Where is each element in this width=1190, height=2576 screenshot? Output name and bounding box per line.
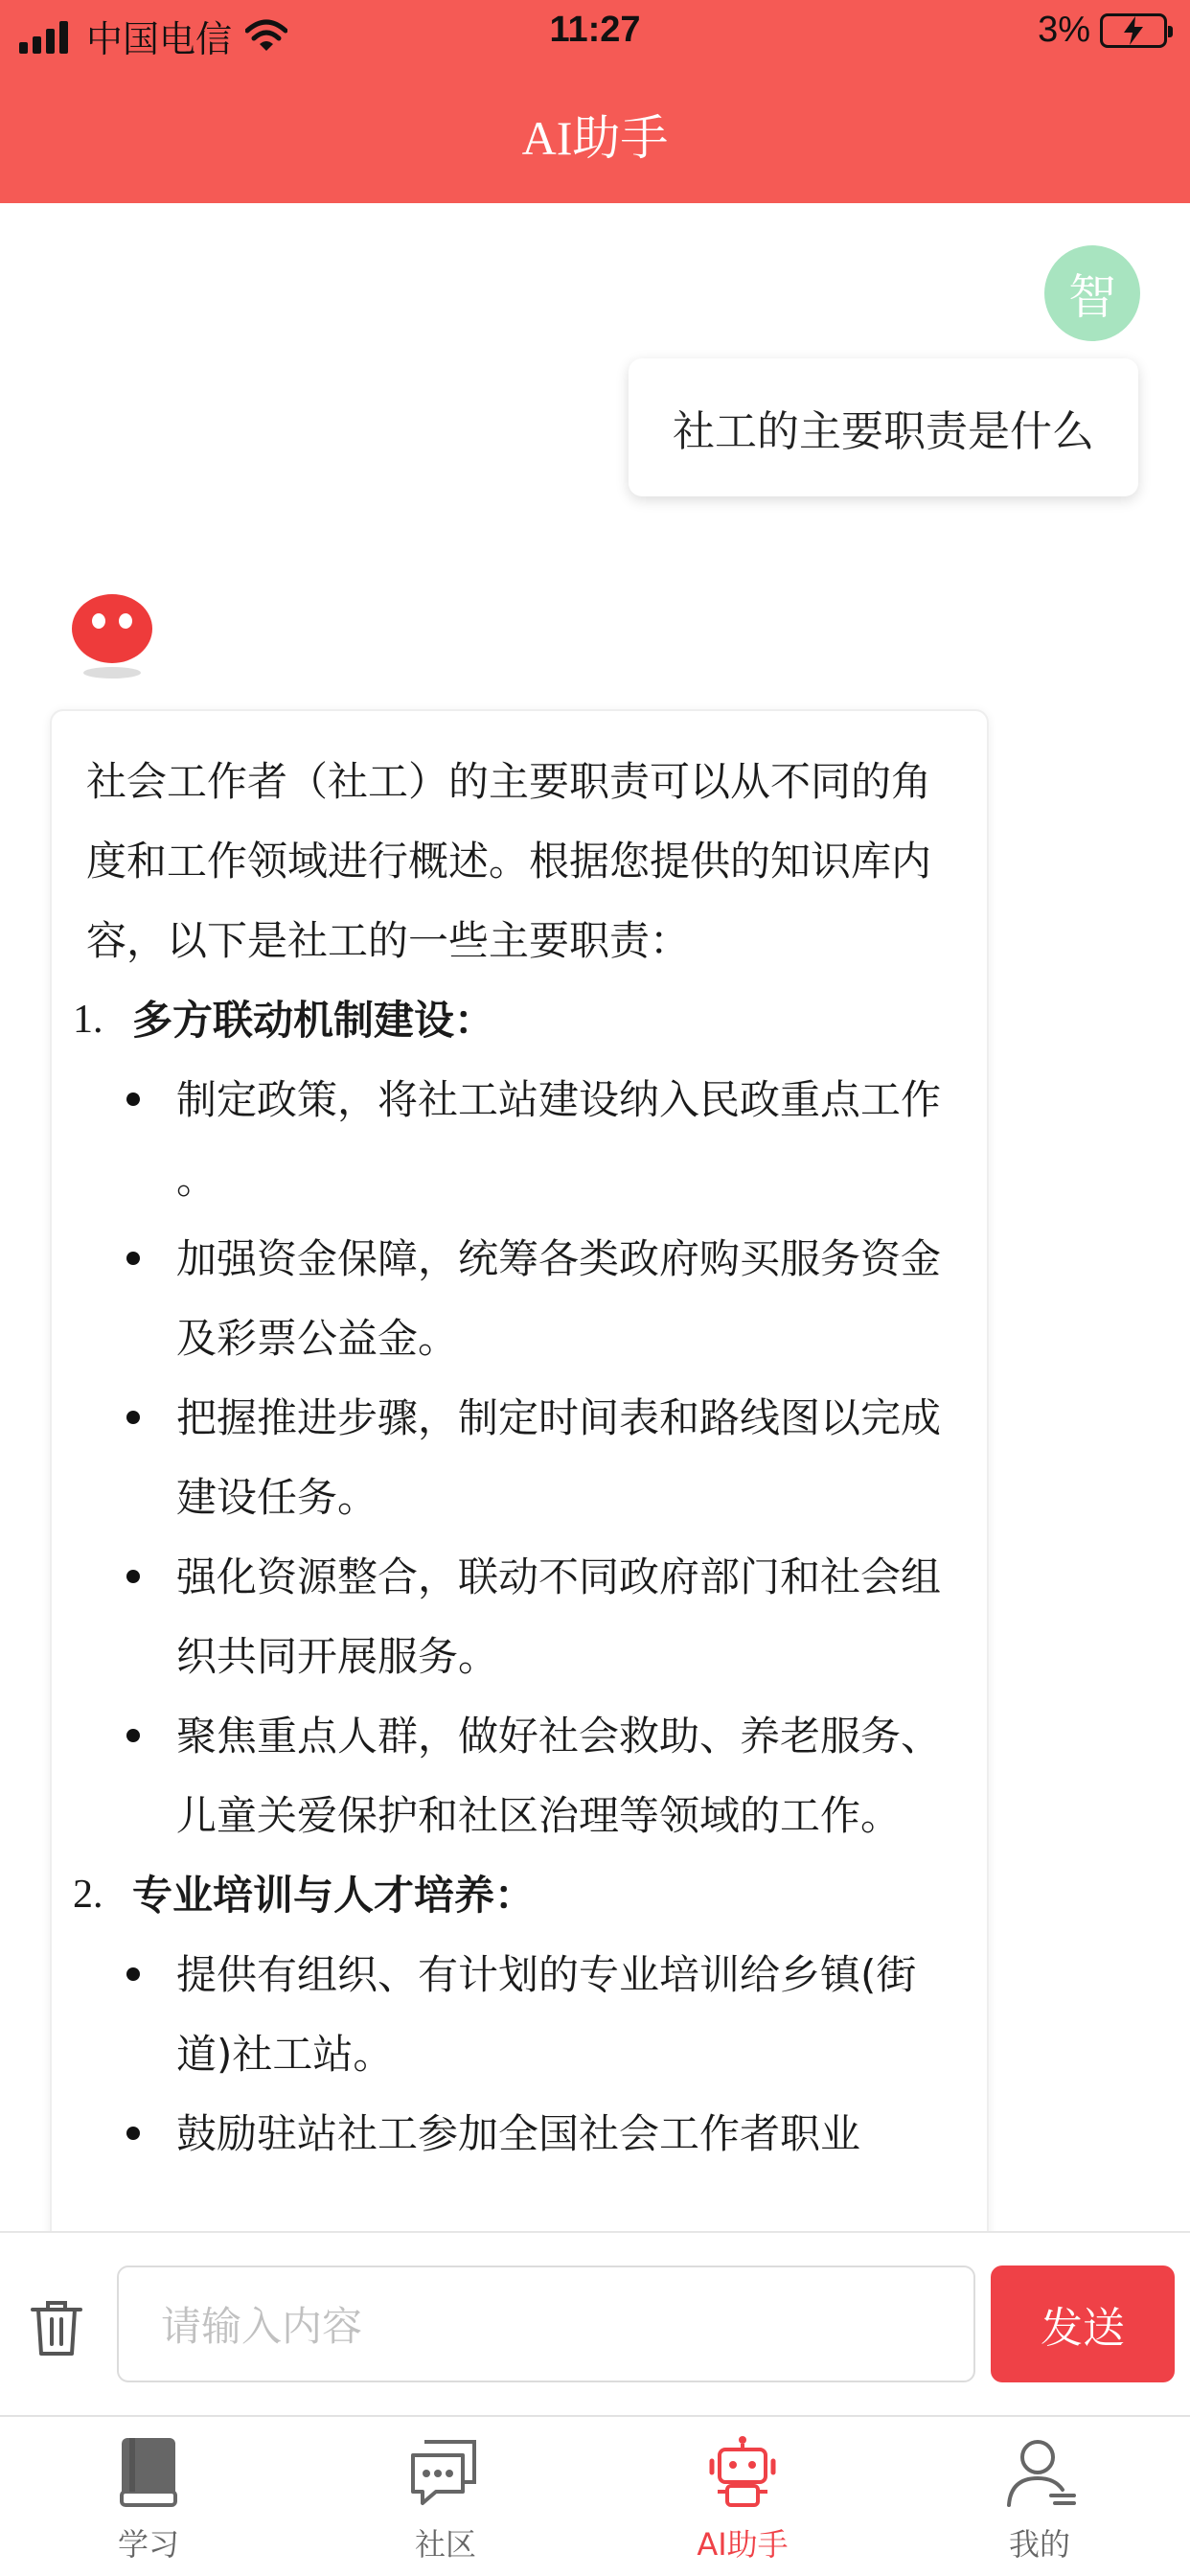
trash-icon[interactable] <box>29 2298 84 2358</box>
section-number: 1. <box>73 998 103 1042</box>
list-item: 把握推进步骤，制定时间表和路线图以完成建设任务。 <box>86 1378 952 1537</box>
input-placeholder: 请输入内容 <box>161 2303 363 2350</box>
user-avatar: 智 <box>1044 245 1140 341</box>
tab-label: 我的 <box>1008 2526 1070 2563</box>
input-bar <box>0 2231 1190 2415</box>
tab-label: 学习 <box>117 2526 179 2563</box>
tab-mine[interactable] <box>891 2417 1188 2576</box>
book-icon <box>110 2434 187 2511</box>
section-colon: ： <box>494 1872 536 1919</box>
robot-icon <box>704 2434 781 2511</box>
section-title: 多方联动机制建设 <box>132 997 455 1044</box>
status-right <box>1038 10 1167 51</box>
tab-label: 社区 <box>414 2526 476 2563</box>
send-button[interactable]: 发送 <box>991 2266 1175 2382</box>
user-message-bubble <box>629 358 1138 496</box>
status-bar <box>0 0 1190 65</box>
list-item: 强化资源整合，联动不同政府部门和社会组织共同开展服务。 <box>86 1537 952 1696</box>
tab-community[interactable] <box>297 2417 594 2576</box>
bot-avatar-icon <box>69 585 155 690</box>
tab-study[interactable] <box>0 2417 297 2576</box>
list-item: 鼓励驻站社工参加全国社会工作者职业 <box>86 2094 952 2174</box>
message-input[interactable] <box>117 2266 975 2382</box>
section-heading <box>86 980 952 1060</box>
chat-bubble-icon <box>407 2434 484 2511</box>
bot-message-bubble <box>50 709 989 2231</box>
tab-label: AI助手 <box>697 2526 789 2563</box>
tab-bar <box>0 2415 1190 2576</box>
section-number: 2. <box>73 1873 103 1917</box>
list-item: 制定政策，将社工站建设纳入民政重点工作 。 <box>86 1060 952 1219</box>
chat-area[interactable] <box>0 203 1190 2231</box>
answer-list <box>73 980 952 2174</box>
section-title: 专业培训与人才培养 <box>132 1872 495 1919</box>
battery-charging-icon <box>1100 13 1167 48</box>
battery-percent: 3% <box>1038 10 1090 50</box>
answer-section-1 <box>73 980 952 1855</box>
user-message-text: 社工的主要职责是什么 <box>673 407 1094 456</box>
answer-section-2 <box>73 1855 952 2174</box>
section-items <box>86 1935 952 2174</box>
list-item: 加强资金保障，统筹各类政府购买服务资金及彩票公益金。 <box>86 1219 952 1378</box>
section-heading <box>86 1855 952 1935</box>
status-time: 11:27 <box>549 10 641 50</box>
user-icon <box>1001 2434 1078 2511</box>
tab-ai-assistant[interactable] <box>594 2417 891 2576</box>
list-item: 提供有组织、有计划的专业培训给乡镇(街道)社工站。 <box>86 1935 952 2094</box>
section-colon: ： <box>454 997 495 1044</box>
section-items <box>86 1060 952 1855</box>
header <box>0 0 1190 203</box>
bot-intro-text: 社会工作者（社工）的主要职责可以从不同的角度和工作领域进行概述。根据您提供的知识库内容，以下是社工的一些主要职责： <box>86 758 932 964</box>
page-title: AI助手 <box>521 111 669 165</box>
carrier-label: 中国电信 <box>86 20 233 60</box>
list-item: 聚焦重点人群，做好社会救助、养老服务、儿童关爱保护和社区治理等领域的工作。 <box>86 1696 952 1855</box>
